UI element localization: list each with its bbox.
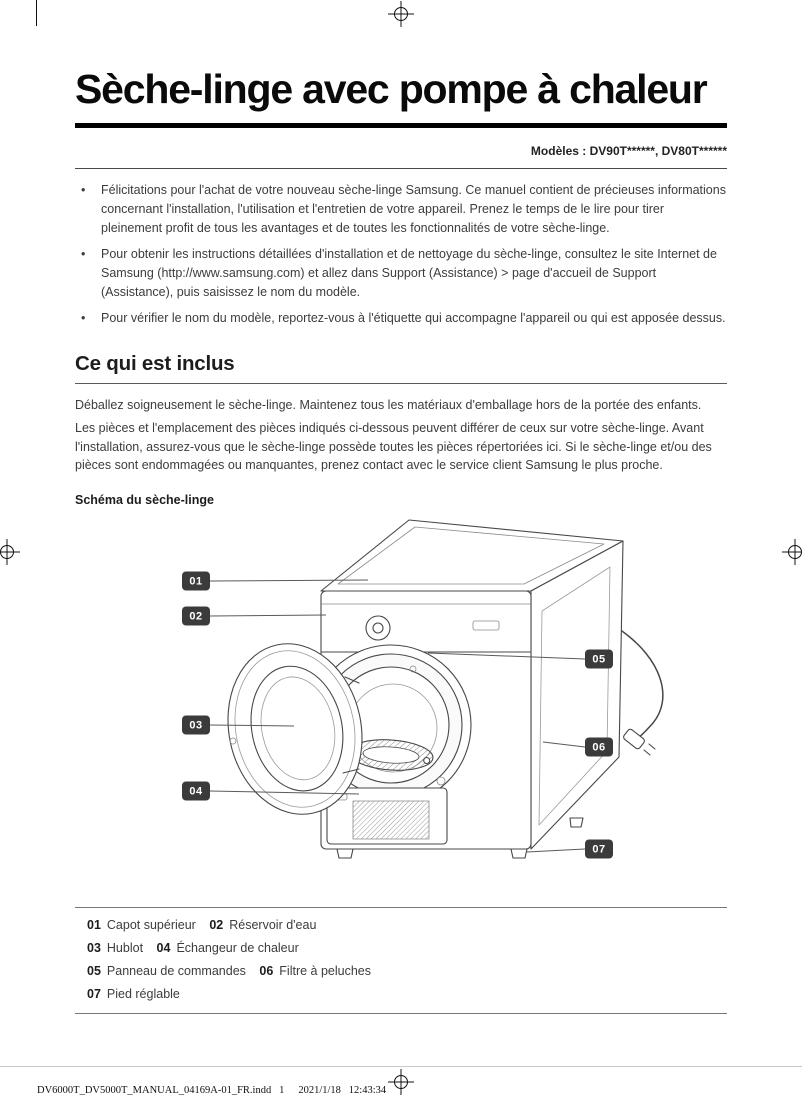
legend-item-07 <box>87 987 180 1001</box>
legend-number: 02 <box>209 918 224 932</box>
heat-exchanger-hatch <box>327 788 447 844</box>
callout-04-badge: 04 <box>182 782 210 801</box>
legend-row <box>87 941 715 955</box>
section-heading: Ce qui est inclus <box>75 352 235 375</box>
slug-divider-rule <box>0 1066 802 1067</box>
registration-mark-icon <box>388 1069 414 1095</box>
section-divider-rule <box>75 383 727 384</box>
footer-file-info: DV6000T_DV5000T_MANUAL_04169A-01_FR.indd 1 <box>37 1085 285 1096</box>
callout-06-badge: 06 <box>585 738 613 757</box>
legend-number: 03 <box>87 941 101 955</box>
legend-label: Panneau de commandes <box>106 964 246 978</box>
registration-mark-icon <box>782 539 802 565</box>
legend-item-06 <box>259 964 371 978</box>
legend-row <box>87 918 715 932</box>
body-paragraph: Les pièces et l'emplacement des pièces indiqués ci-dessous peuvent différer de ceux sur votre sèche-linge. Avant l'installation, assurez-vous que le sèche-linge possède toutes les pièces répertoriées ici. Si le sèche-linge et/ou des pièces sont endommagées ou manquantes, prenez contact avec le service client Samsung le plus proche. <box>75 420 712 473</box>
trim-mark <box>36 0 37 26</box>
bullet-item: • Félicitations pour l'achat de votre nouveau sèche-linge Samsung. Ce manuel contient de précieuses informations concernant l'installation, l'utilisation et l'entretien de votre appareil. Prenez le temps de le lire pour tirer pleinement profit de tous les avantages et de toutes les fonctionnalités de votre sèche-linge. <box>75 181 727 238</box>
legend-row <box>87 964 715 978</box>
legend-item-01 <box>87 918 199 932</box>
page-content <box>75 0 727 1014</box>
intro-bullets <box>75 181 727 328</box>
legend-item-02 <box>209 918 316 932</box>
bullet-item: • Pour vérifier le nom du modèle, reportez-vous à l'étiquette qui accompagne l'appareil ou qui est apposée dessus. <box>75 309 727 328</box>
legend-number: 01 <box>87 918 101 932</box>
adjustable-feet <box>337 849 527 858</box>
footer-timestamp: 2021/1/18 12:43:34 <box>298 1085 387 1096</box>
callout-02-badge: 02 <box>182 607 210 626</box>
body-paragraph: Déballez soigneusement le sèche-linge. Maintenez tous les matériaux d'emballage hors de la portée des enfants. <box>75 398 702 412</box>
legend-number: 04 <box>156 941 171 955</box>
callout-05-badge: 05 <box>585 650 613 669</box>
title-underline-bar <box>75 123 727 128</box>
legend-label: Capot supérieur <box>106 918 196 932</box>
legend-number: 06 <box>259 964 274 978</box>
registration-mark-icon <box>0 539 20 565</box>
callout-03-badge: 03 <box>182 716 210 735</box>
callout-07-badge: 07 <box>585 840 613 859</box>
bullet-item: • Pour obtenir les instructions détaillées d'installation et de nettoyage du sèche-linge, consultez le site Internet de Samsung (http://www.samsung.com) et allez dans Support (Assistance) > page d'accueil de Support (Assistance), puis saisissez le nom du modèle. <box>75 245 727 302</box>
legend-row <box>87 987 715 1001</box>
dryer-diagram <box>75 511 727 891</box>
legend-label: Échangeur de chaleur <box>176 941 299 955</box>
legend-label: Filtre à peluches <box>279 964 371 978</box>
parts-legend <box>75 907 727 1014</box>
legend-number: 05 <box>87 964 101 978</box>
legend-item-03 <box>87 941 147 955</box>
callout-01-badge: 01 <box>182 572 210 591</box>
legend-label: Hublot <box>106 941 144 955</box>
legend-number: 07 <box>87 987 101 1001</box>
page-title: Sèche-linge avec pompe à chaleur <box>75 66 707 112</box>
legend-item-05 <box>87 964 249 978</box>
dryer-line-drawing <box>75 511 727 891</box>
power-cord <box>619 629 663 755</box>
legend-label: Réservoir d'eau <box>229 918 317 932</box>
dryer-side-panel <box>531 541 623 849</box>
divider-rule <box>75 168 727 169</box>
diagram-heading: Schéma du sèche-linge <box>75 493 214 507</box>
models-line: Modèles : DV90T******, DV80T****** <box>530 144 727 158</box>
print-footer <box>37 1085 386 1096</box>
legend-label: Pied réglable <box>106 987 180 1001</box>
legend-item-04 <box>157 941 299 955</box>
